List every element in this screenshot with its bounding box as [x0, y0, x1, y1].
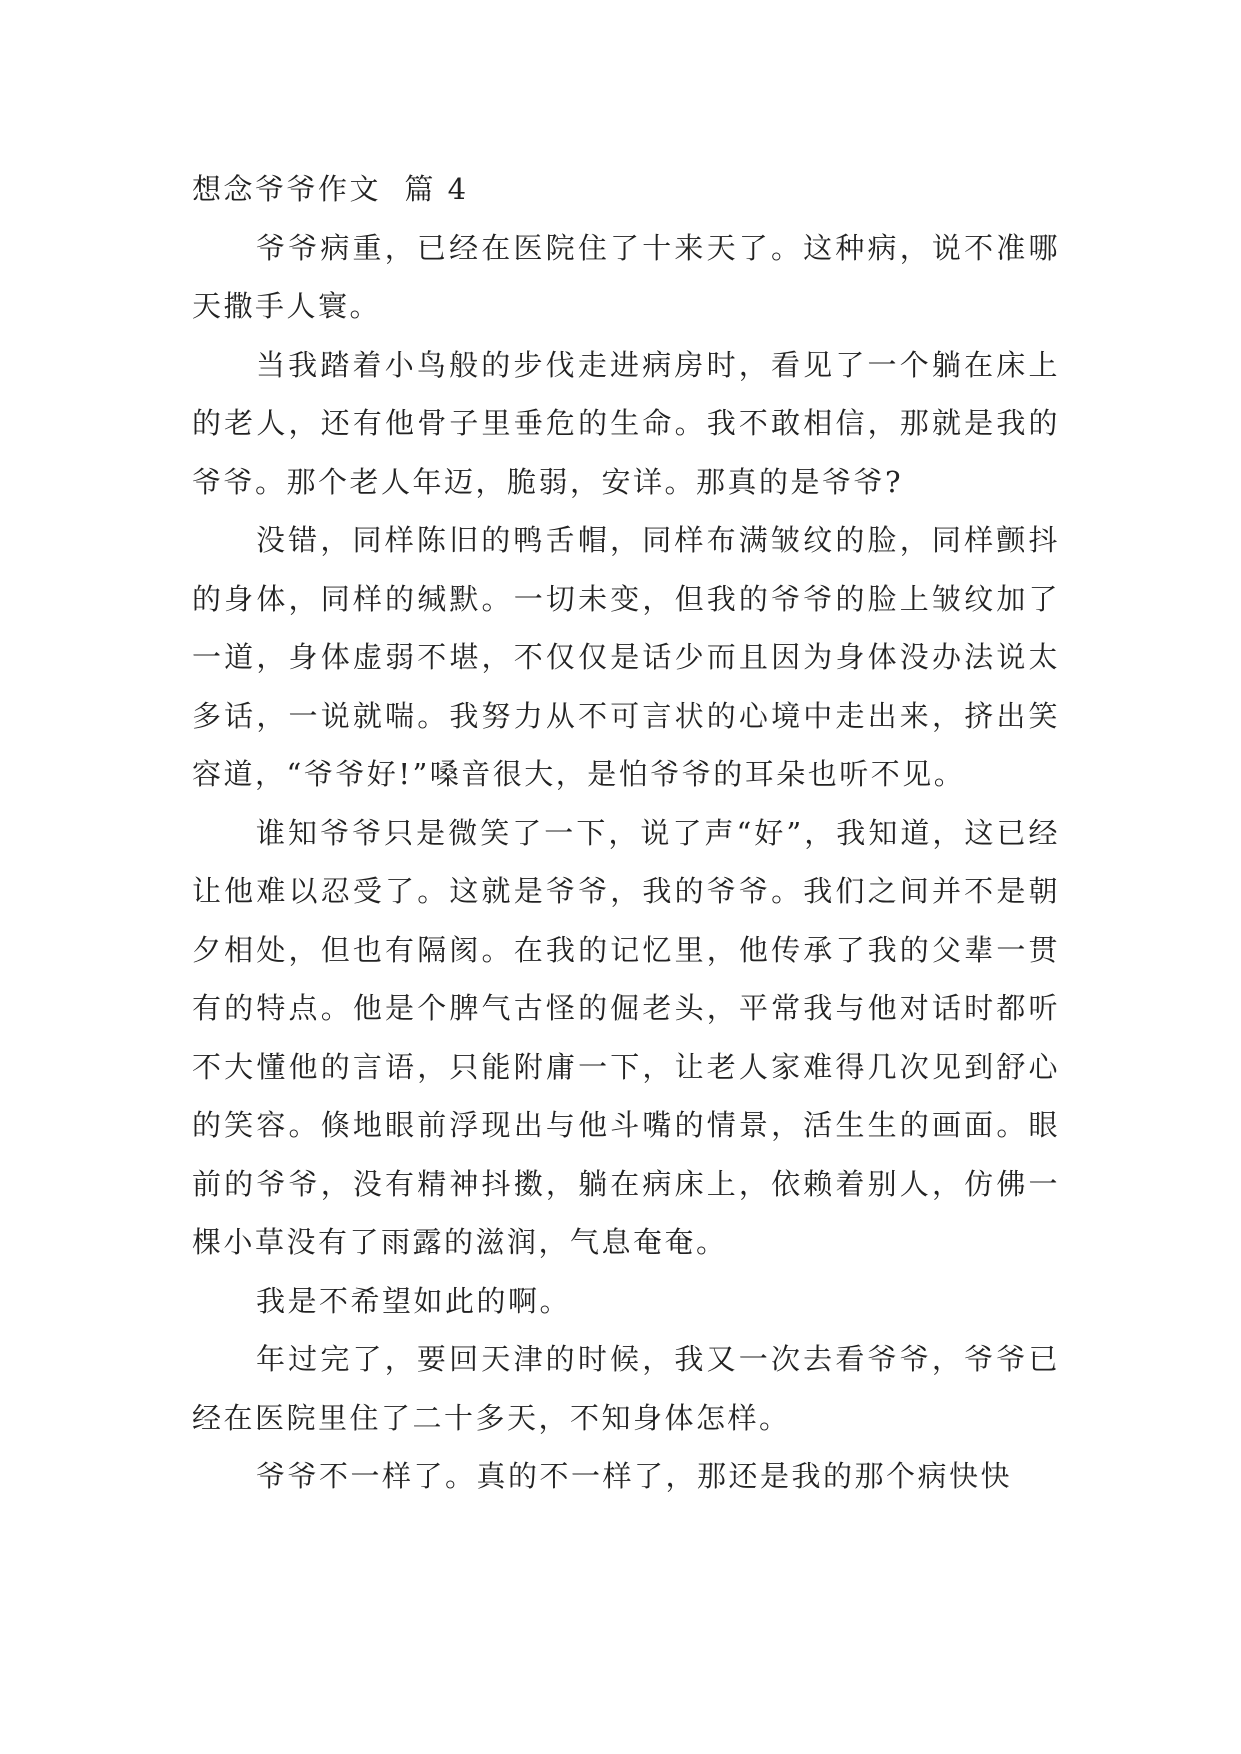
- document-title: 想念爷爷作文 篇 4: [192, 172, 469, 206]
- paragraph-3: 没错，同样陈旧的鸭舌帽，同样布满皱纹的脸，同样颤抖的身体，同样的缄默。一切未变，但我的爷爷的脸上皱纹加了一道，身体虚弱不堪，不仅仅是话少而且因为身体没办法说太多话，一说就喘。我努力从不可言状的心境中走出来，挤出笑容道，“爷爷好!”嗓音很大，是怕爷爷的耳朵也听不见。: [192, 523, 1060, 791]
- paragraph-2: 当我踏着小鸟般的步伐走进病房时，看见了一个躺在床上的老人，还有他骨子里垂危的生命。我不敢相信，那就是我的爷爷。那个老人年迈，脆弱，安详。那真的是爷爷?: [192, 347, 1060, 499]
- paragraph-1: 爷爷病重，已经在医院住了十来天了。这种病，说不准哪天撒手人寰。: [192, 230, 1060, 323]
- paragraph-6: 年过完了，要回天津的时候，我又一次去看爷爷，爷爷已经在医院里住了二十多天，不知身体怎样。: [192, 1342, 1060, 1435]
- paragraph-4: 谁知爷爷只是微笑了一下，说了声“好”，我知道，这已经让他难以忍受了。这就是爷爷，我的爷爷。我们之间并不是朝夕相处，但也有隔阂。在我的记忆里，他传承了我的父辈一贯有的特点。他是个脾气古怪的倔老头，平常我与他对话时都听不大懂他的言语，只能附庸一下，让老人家难得几次见到舒心的笑容。倏地眼前浮现出与他斗嘴的情景，活生生的画面。眼前的爷爷，没有精神抖擞，躺在病床上，依赖着别人，仿佛一棵小草没有了雨露的滋润，气息奄奄。: [192, 815, 1060, 1259]
- paragraph-5: 我是不希望如此的啊。: [256, 1283, 572, 1318]
- document-page: [192, 160, 1060, 1506]
- paragraph-7: 爷爷不一样了。真的不一样了，那还是我的那个病快快: [256, 1459, 1013, 1493]
